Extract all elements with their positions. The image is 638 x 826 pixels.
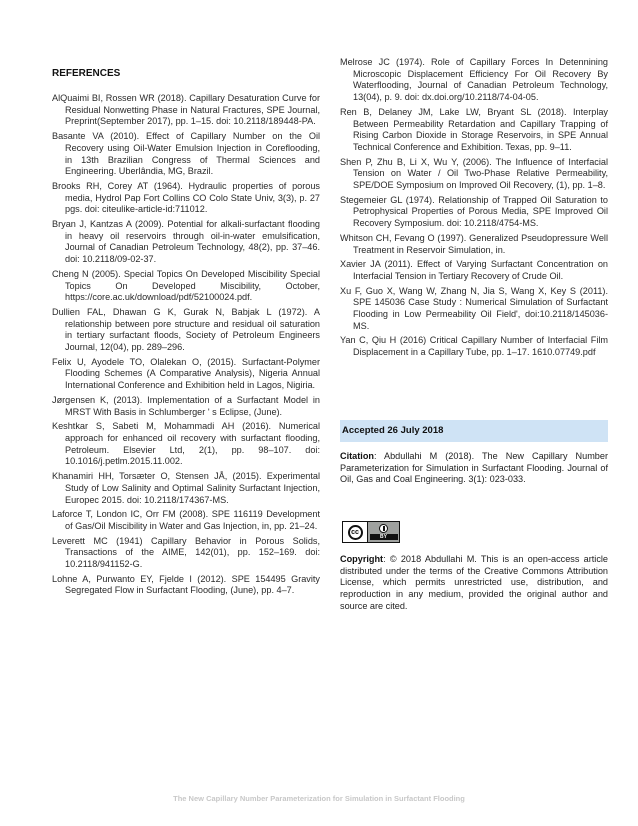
reference-item: Xavier JA (2011). Effect of Varying Surfactant Concentration on Interfacial Tension in Tertiary Recovery of Crude Oil.	[340, 259, 608, 281]
references-heading: REFERENCES	[52, 68, 121, 79]
citation-text: : Abdullahi M (2018). The New Capillary Number Parameterization for Simulation in Surfactant Flooding. Journal of Oil, Gas and Coal Engineering. 3(1): 023-033.	[340, 451, 608, 485]
reference-item: Bryan J, Kantzas A (2009). Potential for alkali-surfactant flooding in heavy oil reservoirs through oil-in-water emulsification, Journal of Canadian Petroleum Technology, 48(2), pp. 37–46. doi: 10.2118/09-02-37.	[52, 219, 320, 265]
running-footer: The New Capillary Number Parameterization for Simulation in Surfactant Flooding	[173, 794, 465, 803]
reference-item: Cheng N (2005). Special Topics On Developed Miscibility Special Topics On Developed Miscibility, October, https://core.ac.uk/download/pdf/52100024.pdf.	[52, 268, 320, 303]
reference-item: Yan C, Qiu H (2016) Critical Capillary Number of Interfacial Film Displacement in a Capillary Tube, pp. 1–17. 1610.07749.pdf	[340, 335, 608, 358]
reference-item: Brooks RH, Corey AT (1964). Hydraulic properties of porous media, Hydrol Pap Fort Collins CO Colo State Univ, 3(3), p. 27 pgs. doi: citeulike-article-id:711012.	[52, 180, 320, 215]
reference-item: Shen P, Zhu B, Li X, Wu Y, (2006). The Influence of Interfacial Tension on Water / Oil Two-Phase Relative Permeability, SPE/DOE Symposium on Improved Oil Recovery, (1), pp. 1–8.	[340, 156, 608, 191]
left-reference-list	[52, 93, 320, 600]
reference-item: Laforce T, London IC, Orr FM (2008). SPE 116119 Development of Gas/Oil Miscibility in Water and Gas Injection, in, pp. 21–24.	[52, 509, 320, 531]
copyright-label: Copyright	[340, 554, 384, 564]
accepted-date-banner: Accepted 26 July 2018	[340, 420, 608, 442]
reference-item: Stegemeier GL (1974). Relationship of Trapped Oil Saturation to Petrophysical Properties of Porous Media, SPE Improved Oil Recovery Symposium. doi: 10.2118/4754-MS.	[340, 194, 608, 229]
creative-commons-by-badge[interactable]	[342, 521, 400, 543]
reference-item: Keshtkar S, Sabeti M, Mohammadi AH (2016). Numerical approach for enhanced oil recovery with surfactant flooding, Petroleum. Elsevier Ltd, 2(1), pp. 98–107. doi: 10.1016/j.petlm.2015.11.002.	[52, 421, 320, 467]
right-reference-list	[340, 57, 608, 362]
reference-item: Basante VA (2010). Effect of Capillary Number on the Oil Recovery using Oil-Water Emulsion Injection in Coreflooding, in 13th Brazilian Congress of Thermal Sciences and Engineering. Uberlândia, MG, Brazil.	[52, 131, 320, 177]
citation-paragraph	[340, 451, 608, 486]
reference-item: Dullien FAL, Dhawan G K, Gurak N, Babjak L (1972). A relationship between pore structure and residual oil saturation in tertiary surfactant floods, Society of Petroleum Engineers Journal, 12(04), pp. 289–296.	[52, 306, 320, 353]
reference-item: Ren B, Delaney JM, Lake LW, Bryant SL (2018). Interplay Between Permeability Retardation and Capillary Trapping of Rising Carbon Dioxide in Storage Reservoirs, in SPE Annual Technical Conference and Exhibition. Texas, pp. 9–11.	[340, 106, 608, 152]
by-label: BY	[370, 534, 398, 540]
copyright-paragraph	[340, 554, 608, 613]
citation-label: Citation	[340, 451, 374, 461]
reference-item: Xu F, Guo X, Wang W, Zhang N, Jia S, Wang X, Key S (2011). SPE 145036 Case Study : Numerical Simulation of Surfactant Flooding in Low Permeability Oil Field', doi:10.2118/145036-MS.	[340, 285, 608, 331]
reference-item: Lohne A, Purwanto EY, Fjelde I (2012). SPE 154495 Gravity Segregated Flow in Surfactant Flooding, (June), pp. 4–7.	[52, 573, 320, 596]
reference-item: Whitson CH, Fevang O (1997). Generalized Pseudopressure Well Treatment in Reservoir Simulation, in.	[340, 232, 608, 255]
reference-item: Jørgensen K, (2013). Implementation of a Surfactant Model in MRST With Basis in Schlumberger ' s Eclipse, (June).	[52, 394, 320, 417]
reference-item: Felix U, Ayodele TO, Olalekan O, (2015). Surfactant-Polymer Flooding Schemes (A Comparative Analysis), Nigeria Annual International Conference and Exhibition held in Lagos, Nigiria.	[52, 356, 320, 391]
reference-item: Melrose JC (1974). Role of Capillary Forces In Detennining Microscopic Displacement Efficiency For Oil Recovery By Waterflooding, Journal of Canadian Petroleum Technology, 13(04), p. 9. doi: dx.doi.org/10.2118/74-04-05.	[340, 57, 608, 103]
reference-item: Khanamiri HH, Torsæter O, Stensen JÅ, (2015). Experimental Study of Low Salinity and Optimal Salinity Surfactant Injection, Europec 2015. doi: 10.2118/174367-MS.	[52, 471, 320, 505]
reference-item: AlQuaimi BI, Rossen WR (2018). Capillary Desaturation Curve for Residual Nonwetting Phase in Natural Fractures, SPE Journal, Preprint(September 2017), pp. 1–15. doi: 10.2118/189448-PA.	[52, 93, 320, 127]
cc-icon: cc	[348, 525, 363, 540]
copyright-text: : © 2018 Abdullahi M. This is an open-access article distributed under the terms of the Creative Commons Attribution License, which permits unrestricted use, distribution, and reproduction in any medium, provided the original author and source are cited.	[340, 554, 608, 611]
reference-item: Leverett MC (1941) Capillary Behavior in Porous Solids, Transactions of the AIME, 142(01), pp. 152–169. doi: 10.2118/941152-G.	[52, 535, 320, 570]
attribution-person-icon	[379, 524, 388, 533]
